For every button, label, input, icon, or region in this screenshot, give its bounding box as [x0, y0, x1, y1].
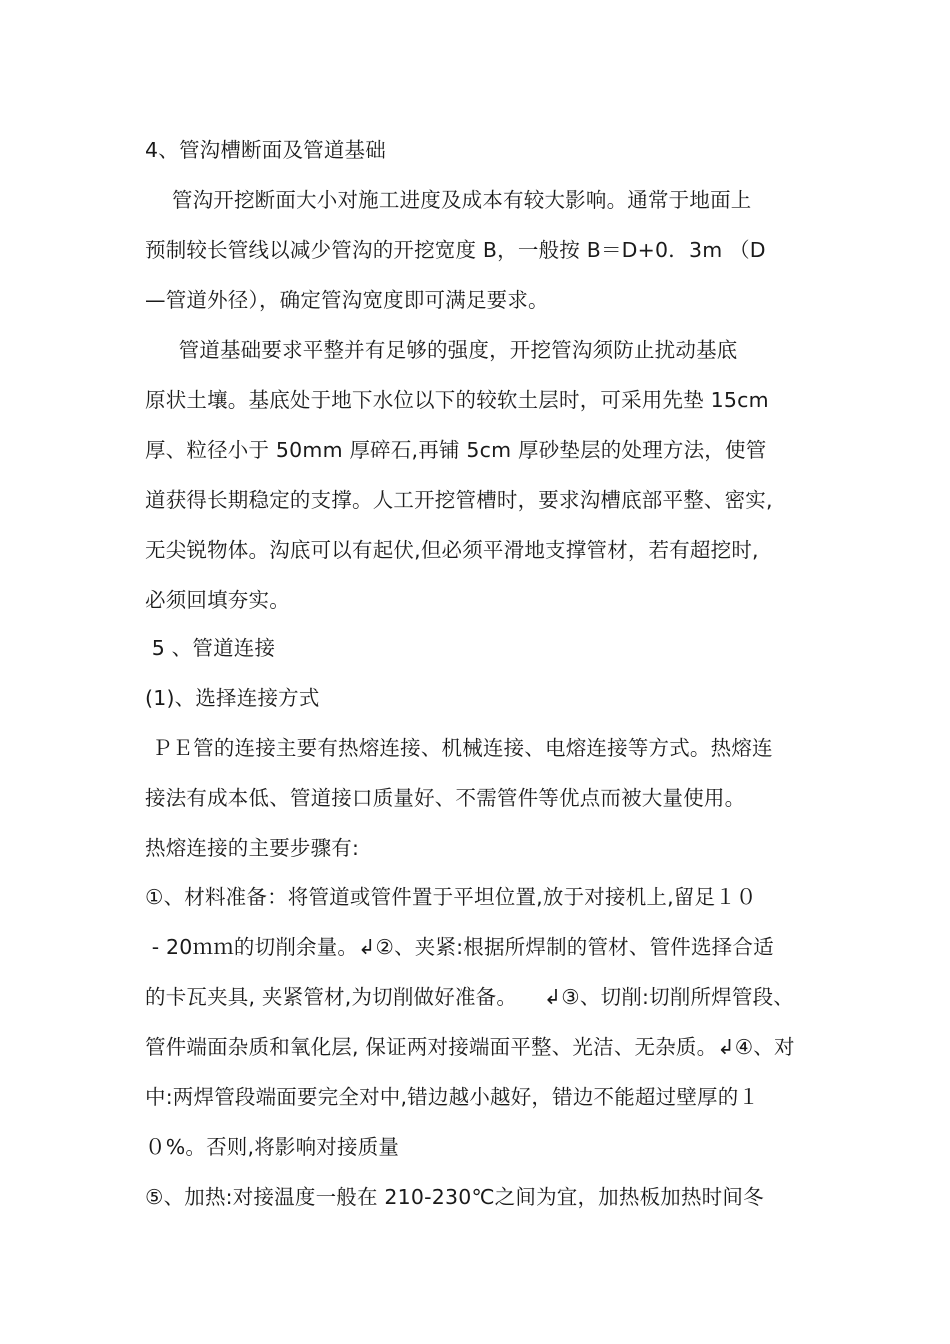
step-line: ⑤、加热:对接温度一般在 210-230℃之间为宜，加热板加热时间冬 [145, 1185, 764, 1209]
paragraph-line: 原状土壤。基底处于地下水位以下的较软土层时，可采用先垫 15cm [145, 388, 769, 412]
step-line: ０%。否则,将影响对接质量 [145, 1135, 400, 1159]
paragraph-line: 预制较长管线以减少管沟的开挖宽度 B，一般按 B＝D+0．3m （D [145, 238, 766, 262]
step-line: - 20ｍｍ的切削余量。↲②、夹紧:根据所焊制的管材、管件选择合适 [145, 935, 774, 959]
paragraph-line: 必须回填夯实。 [145, 588, 290, 612]
paragraph-line: 管道基础要求平整并有足够的强度，开挖管沟须防止扰动基底 [145, 338, 738, 362]
paragraph-line: —管道外径），确定管沟宽度即可满足要求。 [145, 288, 549, 312]
paragraph-line: 厚、粒径小于 50mm 厚碎石,再铺 5cm 厚砂垫层的处理方法，使管 [145, 438, 767, 462]
paragraph-line: 管沟开挖断面大小对施工进度及成本有较大影响。通常于地面上 [145, 188, 752, 212]
step-line: ①、材料准备：将管道或管件置于平坦位置,放于对接机上,留足１０ [145, 885, 757, 909]
subsection-heading: (1)、选择连接方式 [145, 686, 320, 710]
paragraph-line: 道获得长期稳定的支撑。人工开挖管槽时，要求沟槽底部平整、密实, [145, 488, 773, 512]
section-heading-5: 5 、管道连接 [145, 636, 276, 660]
paragraph-line: ＰＥ管的连接主要有热熔连接、机械连接、电熔连接等方式。热熔连 [145, 736, 773, 760]
section-heading-4: 4、管沟槽断面及管道基础 [145, 138, 386, 162]
step-line: 中:两焊管段端面要完全对中,错边越小越好，错边不能超过壁厚的１ [145, 1085, 760, 1109]
paragraph-line: 无尖锐物体。沟底可以有起伏,但必须平滑地支撑管材，若有超挖时, [145, 538, 759, 562]
step-line: 管件端面杂质和氧化层, 保证两对接端面平整、光洁、无杂质。↲④、对 [145, 1035, 795, 1059]
paragraph-line: 接法有成本低、管道接口质量好、不需管件等优点而被大量使用。 [145, 786, 746, 810]
step-line: 的卡瓦夹具, 夹紧管材,为切削做好准备。 ↲③、切削:切削所焊管段、 [145, 985, 794, 1009]
paragraph-line: 热熔连接的主要步骤有: [145, 836, 360, 860]
